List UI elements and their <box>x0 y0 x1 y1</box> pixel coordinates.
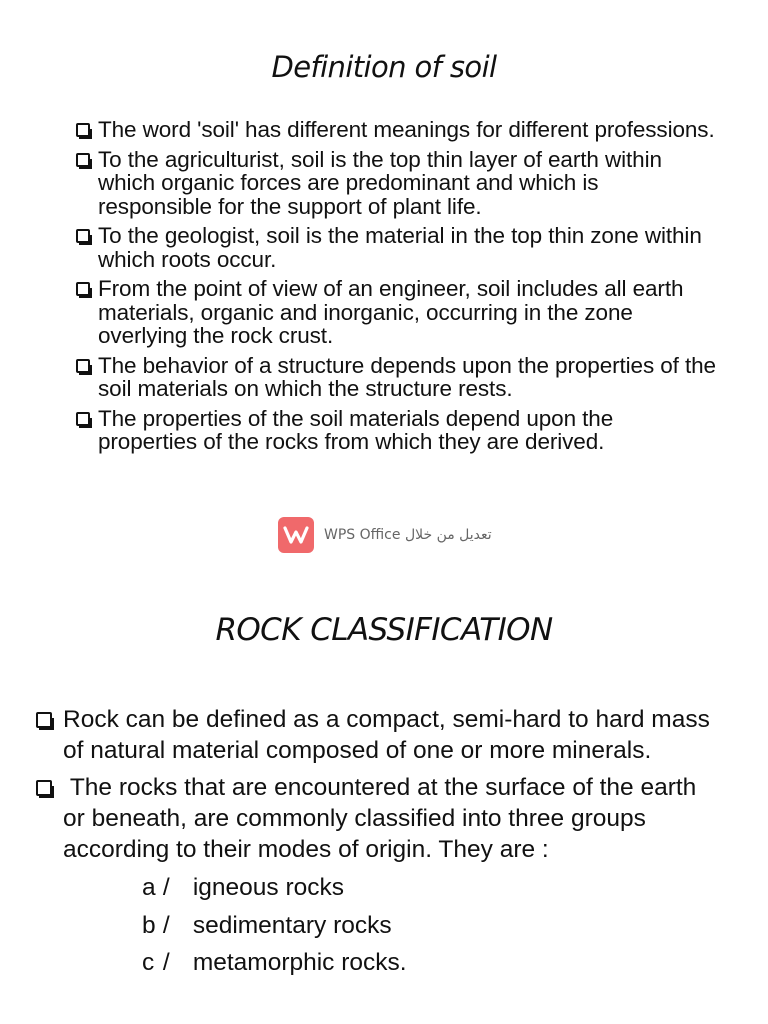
group-text: sedimentary rocks <box>192 911 392 939</box>
group-separator: / <box>162 874 170 901</box>
wps-office-watermark[interactable] <box>278 517 492 553</box>
section-title-rock-classification: ROCK CLASSIFICATION <box>215 612 553 648</box>
list-item <box>76 354 716 401</box>
bullet-text: The properties of the soil materials depend upon the properties of the rocks from which they are derived. <box>98 405 614 454</box>
group-letter: c <box>142 949 155 976</box>
bullet-text: The behavior of a structure depends upon the properties of the soil materials on which the structure rests. <box>98 352 716 401</box>
list-item <box>76 148 716 219</box>
checkbox-bullet-icon <box>76 229 90 243</box>
group-text: metamorphic rocks. <box>192 949 407 976</box>
bullet-text: To the agriculturist, soil is the top thin layer of earth within which organic forces are predominant and which is responsible for the support of plant life. <box>98 146 662 219</box>
rock-bullet-list <box>36 704 716 988</box>
watermark-text: WPS Office تعديل من خلال <box>324 527 492 543</box>
checkbox-bullet-icon <box>76 412 90 426</box>
bullet-text: To the geologist, soil is the material in the top thin zone within which roots occur. <box>98 223 702 272</box>
group-separator: / <box>162 911 170 939</box>
group-text: igneous rocks <box>192 874 344 901</box>
bullet-text: Rock can be defined as a compact, semi-hard to hard mass of natural material composed of one or more minerals. <box>63 706 710 764</box>
rock-group-item <box>142 944 716 982</box>
wps-logo-icon <box>278 517 314 553</box>
checkbox-bullet-icon <box>76 123 90 137</box>
checkbox-bullet-icon <box>36 780 52 796</box>
group-letter: a <box>142 874 156 901</box>
list-item <box>36 772 716 982</box>
bullet-text: The rocks that are encountered at the surface of the earth or beneath, are commonly classified into three groups according to their modes of origin. They are : <box>63 774 704 863</box>
rock-group-item <box>142 869 716 907</box>
checkbox-bullet-icon <box>76 153 90 167</box>
list-item <box>36 704 716 766</box>
list-item <box>76 118 716 142</box>
group-letter: b <box>142 911 156 939</box>
checkbox-bullet-icon <box>76 282 90 296</box>
bullet-text: The word 'soil' has different meanings for different professions. <box>98 117 715 142</box>
checkbox-bullet-icon <box>76 359 90 373</box>
list-item <box>76 224 716 271</box>
definition-bullet-list <box>76 118 716 460</box>
wps-w-glyph-icon <box>283 525 309 545</box>
list-item <box>76 277 716 348</box>
list-item <box>76 407 716 454</box>
rock-groups-list <box>63 869 716 982</box>
bullet-text: From the point of view of an engineer, soil includes all earth materials, organic and inorganic, occurring in the zone overlying the rock crust. <box>98 276 684 348</box>
group-separator: / <box>162 949 170 976</box>
checkbox-bullet-icon <box>36 712 52 728</box>
rock-group-item <box>142 907 716 945</box>
section-title-definition-of-soil: Definition of soil <box>271 50 497 84</box>
